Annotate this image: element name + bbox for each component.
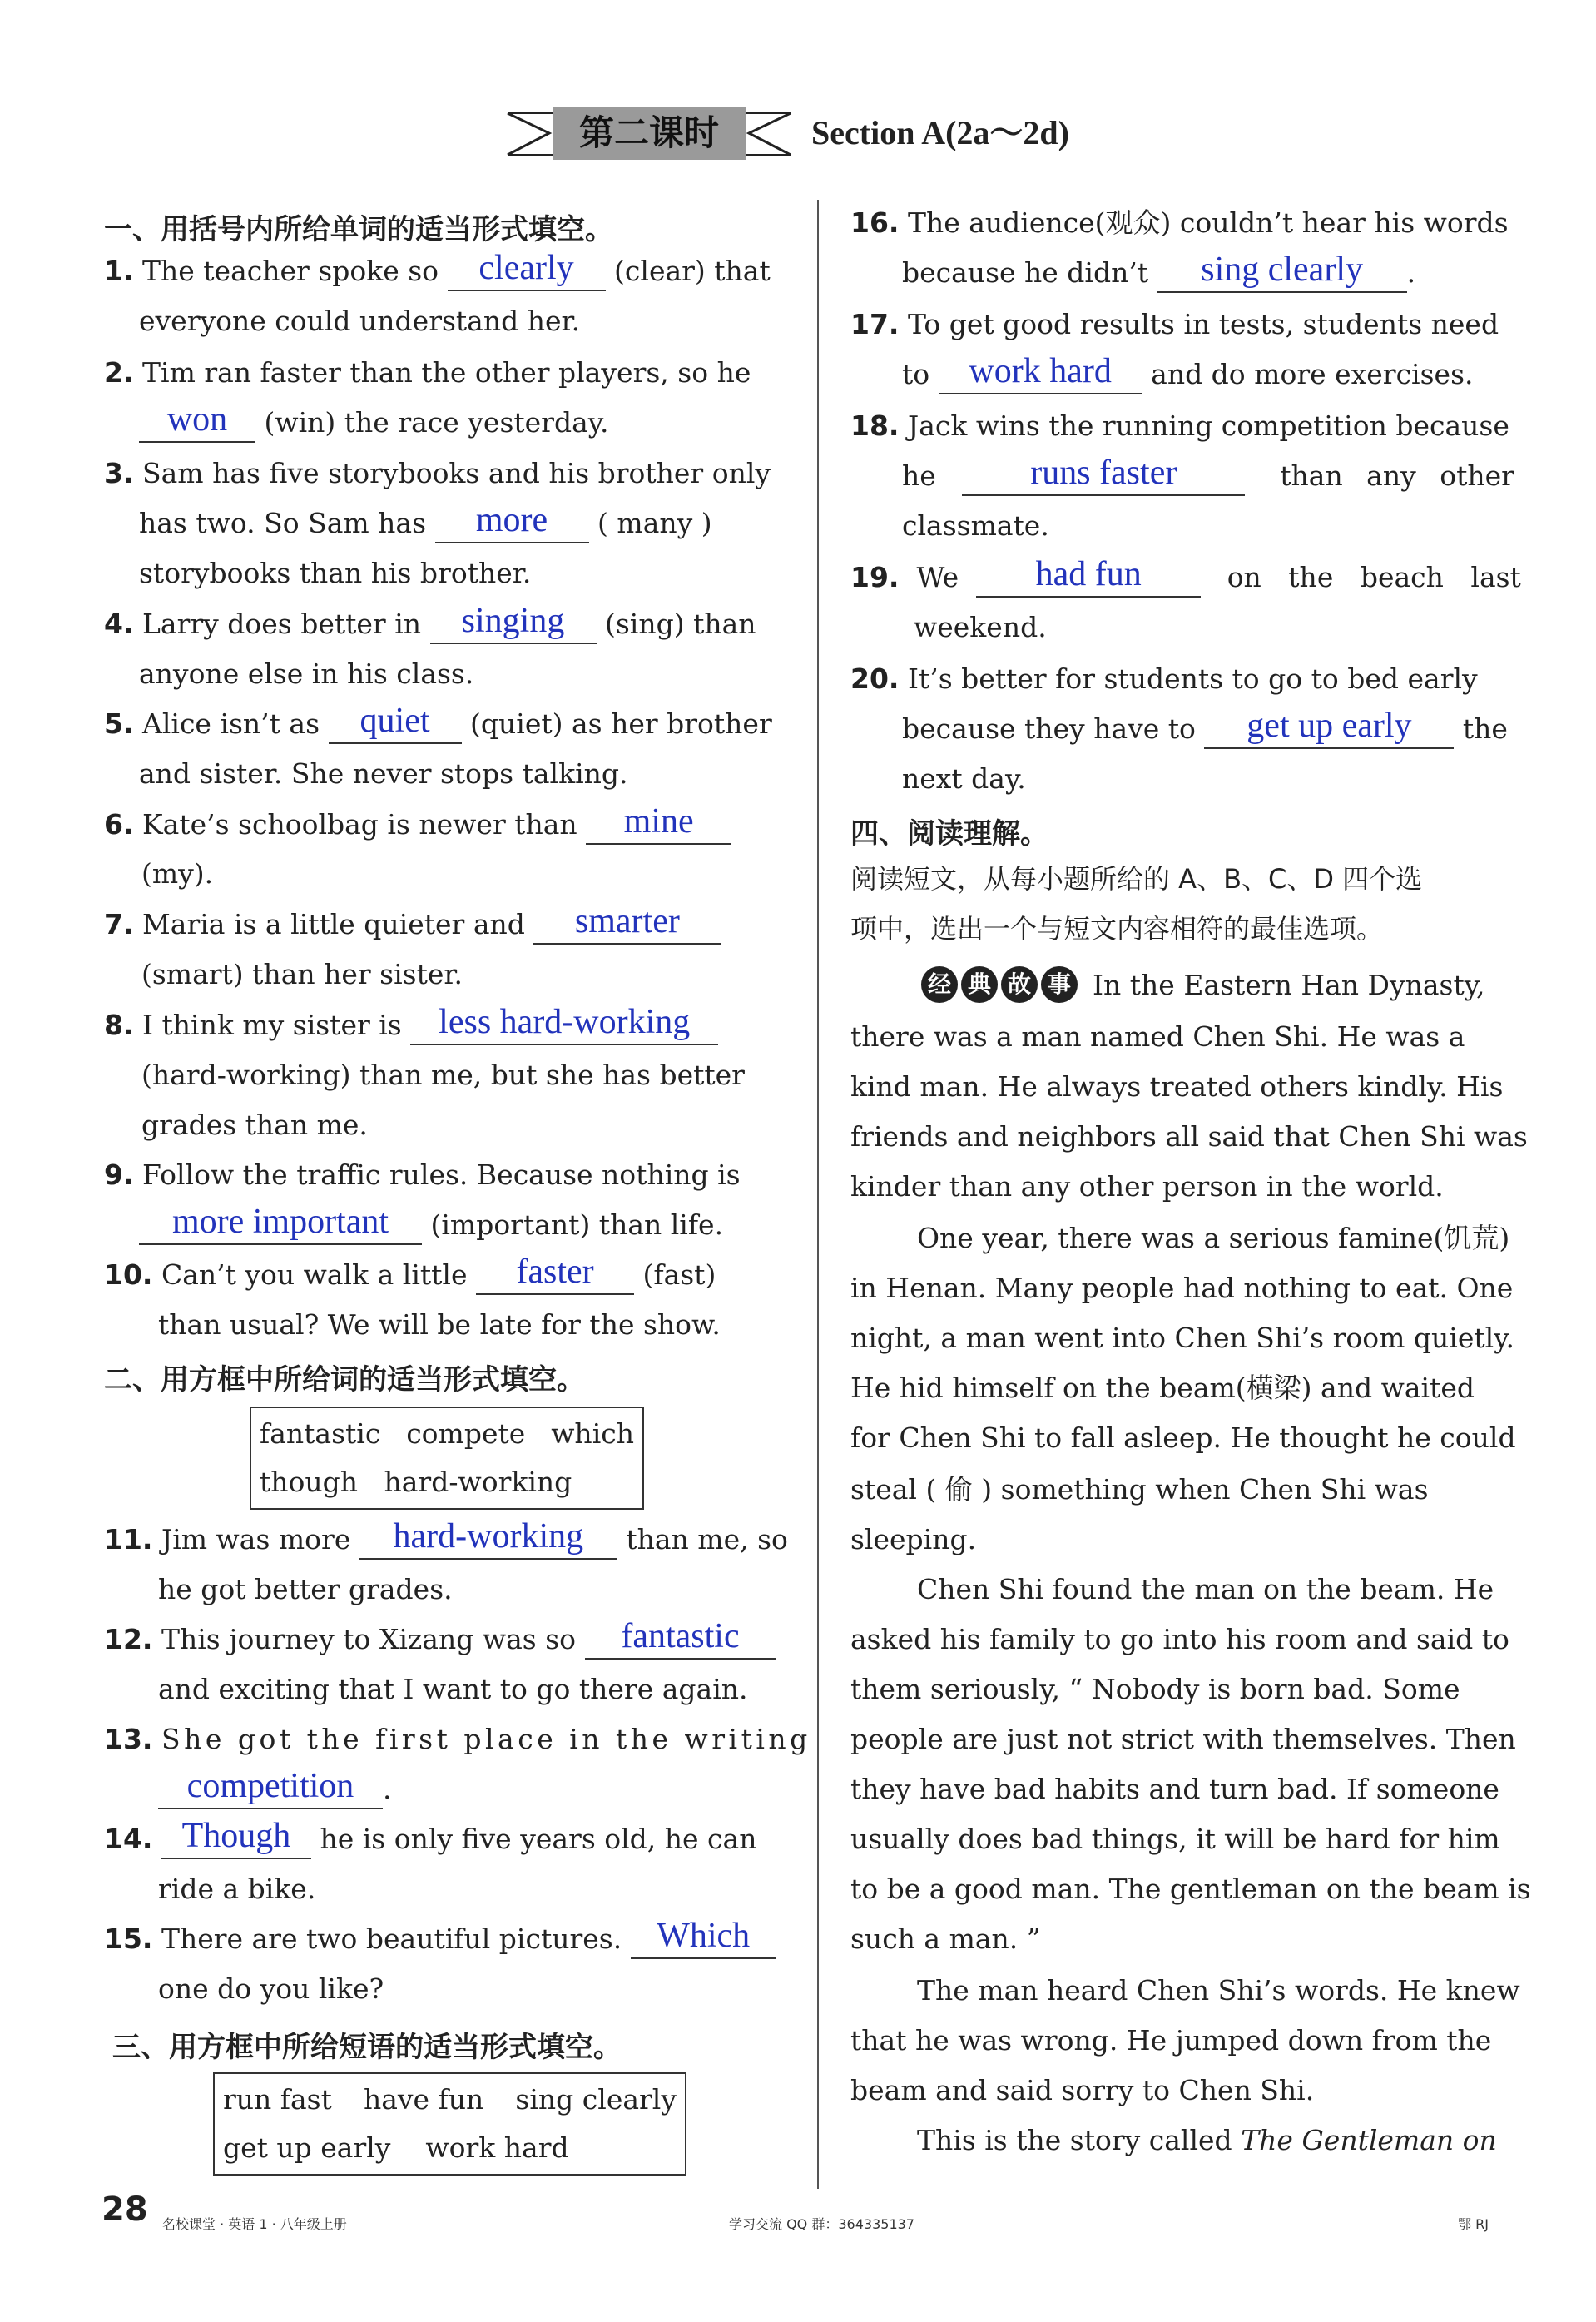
- q5: 5. Alice isn’t as quiet (quiet) as her brother: [104, 704, 772, 744]
- q8-line3: grades than me.: [141, 1109, 368, 1141]
- q9-line2: more important (important) than life.: [139, 1205, 723, 1245]
- story-line: kinder than any other person in the world.: [850, 1170, 1444, 1203]
- q14-blank[interactable]: Though: [161, 1824, 311, 1859]
- page-number: 28: [102, 2191, 148, 2229]
- story-line: beam and said sorry to Chen Shi.: [850, 2074, 1315, 2106]
- q1-line2: everyone could understand her.: [139, 305, 581, 337]
- q7-blank[interactable]: smarter: [533, 910, 721, 945]
- q1-blank[interactable]: clearly: [448, 256, 606, 291]
- part1-title: 一、用括号内所给单词的适当形式填空。: [104, 213, 613, 246]
- story-line: sleeping.: [850, 1523, 977, 1555]
- q16-blank[interactable]: sing clearly: [1157, 258, 1407, 293]
- q12: 12. This journey to Xizang was so fantastic: [104, 1620, 776, 1660]
- q3-line3: storybooks than his brother.: [139, 557, 532, 589]
- book-title: 名校课堂 · 英语 1 · 八年级上册: [162, 2216, 347, 2232]
- q9: 9. Follow the traffic rules. Because nothing is: [104, 1159, 741, 1191]
- q1: 1. The teacher spoke so clearly (clear) that: [104, 251, 771, 291]
- q18-line2: he runs faster than any other: [902, 456, 1514, 496]
- q12-blank[interactable]: fantastic: [585, 1625, 776, 1660]
- word: compete: [406, 1417, 526, 1450]
- q16-line2: because he didn’t sing clearly .: [902, 253, 1415, 293]
- q2-line2: won (win) the race yesterday.: [139, 403, 609, 443]
- story-line: to be a good man. The gentleman on the beam is: [850, 1873, 1531, 1905]
- q11-blank[interactable]: hard-working: [359, 1525, 617, 1560]
- classic-story-badge: [920, 965, 1088, 1004]
- story-line: steal ( 偷 ) something when Chen Shi was: [850, 1473, 1429, 1506]
- q19-blank[interactable]: had fun: [976, 563, 1201, 598]
- q17-blank[interactable]: work hard: [939, 360, 1142, 394]
- story-line: This is the story called: [917, 2124, 1232, 2156]
- word: hard-working: [384, 1466, 572, 1498]
- q13-blank[interactable]: competition: [158, 1774, 383, 1809]
- story-line: The man heard Chen Shi’s words. He knew: [917, 1974, 1520, 2007]
- q20-line2: because they have to get up early the: [902, 709, 1508, 749]
- q11: 11. Jim was more hard-working than me, so: [104, 1520, 788, 1560]
- phrase: have fun: [363, 2083, 484, 2116]
- q17-line2: to work hard and do more exercises.: [902, 355, 1474, 394]
- q15-line2: one do you like?: [158, 1972, 384, 2005]
- q19-line2: weekend.: [914, 611, 1047, 643]
- word: which: [551, 1417, 634, 1450]
- edition-tag: 鄂 RJ: [1458, 2216, 1489, 2232]
- q6-line2: (my).: [141, 857, 214, 890]
- story-line: friends and neighbors all said that Chen Shi was: [850, 1120, 1528, 1153]
- story-line: people are just not strict with themselves. Then: [850, 1723, 1516, 1755]
- lesson-label: 第二课时: [578, 112, 719, 153]
- q3-line2: has two. So Sam has more ( many ): [139, 504, 712, 543]
- q5-blank[interactable]: quiet: [329, 709, 462, 744]
- q2: 2. Tim ran faster than the other players, so he: [104, 356, 751, 389]
- qq-group: 学习交流 QQ 群：364335137: [729, 2216, 914, 2232]
- q12-line2: and exciting that I want to go there again.: [158, 1673, 748, 1705]
- phrase: work hard: [425, 2131, 569, 2164]
- story-line: One year, there was a serious famine(饥荒): [917, 1222, 1510, 1254]
- q4: 4. Larry does better in singing (sing) than: [104, 604, 756, 644]
- q2-blank[interactable]: won: [139, 408, 255, 443]
- story-line: there was a man named Chen Shi. He was a: [850, 1020, 1465, 1053]
- q10-blank[interactable]: faster: [476, 1260, 634, 1295]
- story-line: kind man. He always treated others kindly. His: [850, 1070, 1504, 1103]
- q19: 19. We had fun on the beach last: [850, 558, 1521, 598]
- q6-blank[interactable]: mine: [586, 810, 731, 845]
- q3: 3. Sam has five storybooks and his brother only: [104, 457, 771, 489]
- phrase: sing clearly: [515, 2083, 677, 2116]
- q10-line2: than usual? We will be late for the show.: [158, 1308, 721, 1341]
- story-last-line: [917, 2121, 1497, 2161]
- word: fantastic: [260, 1417, 381, 1450]
- story-line: Chen Shi found the man on the beam. He: [917, 1573, 1494, 1605]
- story-line: they have bad habits and turn bad. If someone: [850, 1773, 1499, 1805]
- story-line: He hid himself on the beam(横梁) and waited: [850, 1372, 1475, 1404]
- q8: 8. I think my sister is less hard-working: [104, 1005, 718, 1045]
- q18: 18. Jack wins the running competition because: [850, 409, 1509, 442]
- story-title: The Gentleman on: [1241, 2124, 1497, 2156]
- q15-blank[interactable]: Which: [631, 1924, 776, 1959]
- q8-line2: (hard-working) than me, but she has better: [141, 1059, 745, 1091]
- section-title: Section A(2a～2d): [811, 114, 1069, 151]
- q7-line2: (smart) than her sister.: [141, 958, 463, 990]
- story-line: that he was wrong. He jumped down from the: [850, 2024, 1492, 2057]
- q17: 17. To get good results in tests, students need: [850, 308, 1499, 340]
- part2-word-box: [250, 1407, 644, 1510]
- q10: 10. Can’t you walk a little faster (fast): [104, 1255, 716, 1295]
- q20: 20. It’s better for students to go to bed early: [850, 662, 1478, 695]
- q18-blank[interactable]: runs faster: [962, 461, 1245, 496]
- story-line: for Chen Shi to fall asleep. He thought he could: [850, 1421, 1516, 1454]
- q13-line2: competition .: [158, 1769, 392, 1809]
- q8-blank[interactable]: less hard-working: [410, 1010, 718, 1045]
- q5-line2: and sister. She never stops talking.: [139, 757, 628, 790]
- q16: 16. The audience(观众) couldn’t hear his words: [850, 206, 1509, 239]
- story-line: them seriously, “ Nobody is born bad. Some: [850, 1673, 1460, 1705]
- q14-line2: ride a bike.: [158, 1873, 316, 1905]
- q14: 14. Though he is only five years old, he can: [104, 1819, 756, 1859]
- q13: 13. She got the first place in the writing: [104, 1723, 811, 1755]
- q6: 6. Kate’s schoolbag is newer than mine: [104, 805, 731, 845]
- part4-title: 四、阅读理解。: [850, 817, 1048, 851]
- phrase: get up early: [223, 2131, 391, 2164]
- q18-line3: classmate.: [902, 509, 1049, 542]
- q11-line2: he got better grades.: [158, 1573, 453, 1605]
- q7: 7. Maria is a little quieter and smarter: [104, 905, 721, 945]
- lesson-banner: [499, 102, 799, 166]
- part2-box-row1: [260, 1410, 634, 1458]
- phrase: run fast: [223, 2083, 332, 2116]
- part3-box-row1: [223, 2076, 677, 2124]
- badge-text: 经典故事: [928, 970, 1088, 998]
- q9-blank[interactable]: more important: [139, 1210, 422, 1245]
- story-line: asked his family to go into his room and said to: [850, 1623, 1509, 1655]
- part3-title: 三、用方框中所给短语的适当形式填空。: [112, 2031, 622, 2064]
- part2-title: 二、用方框中所给词的适当形式填空。: [104, 1363, 585, 1397]
- part4-instruction-1: 阅读短文，从每小题所给的 A、B、C、D 四个选: [850, 863, 1423, 895]
- story-line: such a man. ”: [850, 1923, 1041, 1955]
- q15: 15. There are two beautiful pictures. Which: [104, 1919, 776, 1959]
- part3-phrase-box: [213, 2072, 686, 2176]
- story-line: in Henan. Many people had nothing to eat. One: [850, 1272, 1514, 1304]
- part4-instruction-2: 项中，选出一个与短文内容相符的最佳选项。: [850, 913, 1384, 945]
- story-line: night, a man went into Chen Shi’s room quietly.: [850, 1322, 1514, 1354]
- column-divider: [817, 200, 819, 2189]
- part2-box-row2: [260, 1458, 634, 1506]
- q20-blank[interactable]: get up early: [1204, 714, 1454, 749]
- word: though: [260, 1466, 359, 1498]
- q4-blank[interactable]: singing: [430, 609, 597, 644]
- story-line: In the Eastern Han Dynasty,: [1093, 969, 1485, 1001]
- story-line: usually does bad things, it will be hard for him: [850, 1823, 1500, 1855]
- q3-blank[interactable]: more: [435, 509, 589, 543]
- q4-line2: anyone else in his class.: [139, 657, 474, 690]
- q20-line3: next day.: [902, 762, 1026, 795]
- part3-box-row2: [223, 2124, 677, 2172]
